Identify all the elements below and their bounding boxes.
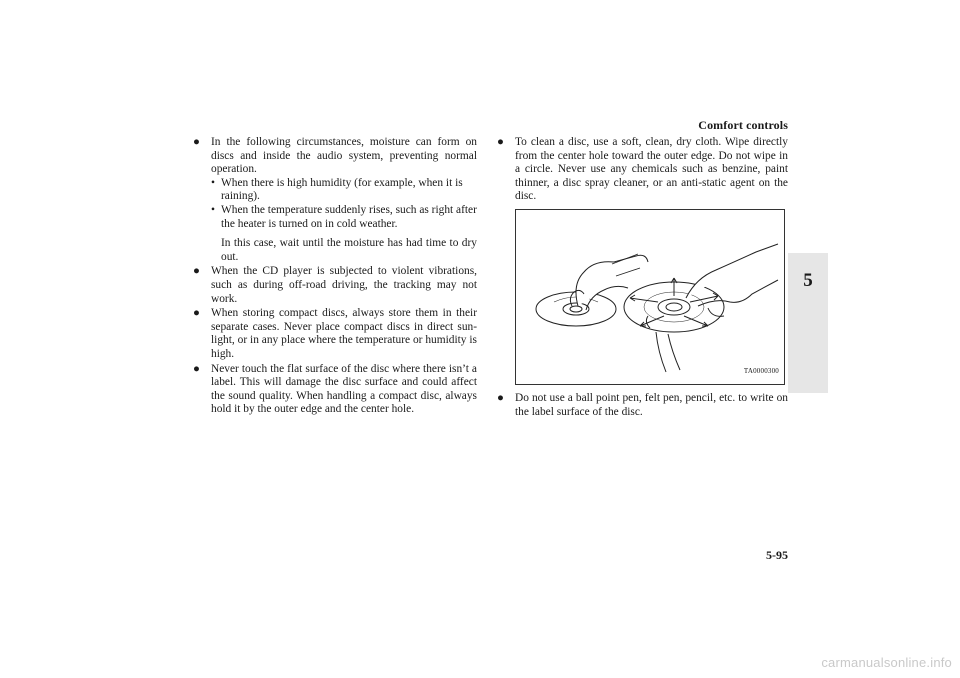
bullet-item-storage (193, 307, 477, 361)
bullet-icon: ● (193, 362, 200, 375)
bullet-text: In the following circumstances, moisture can form on discs and inside the audio system, preventing normal operation. (211, 136, 477, 176)
figure-code: TA0000300 (743, 367, 779, 376)
bullet-text: When storing compact discs, always store them in their separate cases. Never place compact discs in direct sun-light, or in any place where the temperature or humidity is high. (211, 307, 477, 360)
bullet-item-moisture (193, 136, 477, 264)
bullet-icon: ● (497, 391, 504, 404)
section-title: Comfort controls (698, 118, 788, 132)
watermark: carmanualsonline.info (821, 655, 952, 670)
small-bullet-icon: • (211, 203, 215, 216)
bullet-text: When the CD player is subjected to violent vibrations, such as during off-road driving, the tracking may not work. (211, 265, 477, 305)
bullet-icon: ● (497, 136, 504, 148)
sub-item-text: When the temperature suddenly rises, such as right after the heater is turned on in cold weather. (221, 203, 477, 230)
chapter-tab (788, 253, 828, 393)
bullet-text: Do not use a ball point pen, felt pen, pencil, etc. to write on the label surface of the disc. (515, 391, 788, 418)
moisture-note: In this case, wait until the moisture has had time to dry out. (221, 237, 477, 263)
bullet-text: Never touch the flat surface of the disc where there isn’t a label. This will damage the disc surface and could affect the sound quality. When handling a compact disc, always hold it by the outer edge and the center hole. (211, 362, 477, 416)
bullet-icon: ● (193, 307, 200, 320)
sub-item-text: When there is high humidity (for example, when it is raining). (221, 176, 463, 203)
disc-handling-illustration (515, 209, 785, 385)
bullet-item-vibration (193, 265, 477, 306)
chapter-number: 5 (803, 270, 813, 291)
bullet-item-writing (497, 392, 788, 419)
bullet-item-cleaning (497, 136, 788, 204)
sub-item-temperature (211, 204, 477, 231)
right-column (497, 136, 788, 420)
bullet-item-handling (193, 363, 477, 417)
disc-handling-drawing (516, 210, 784, 384)
page-number: 5-95 (766, 548, 788, 562)
bullet-icon: ● (193, 265, 200, 278)
left-column (193, 136, 477, 418)
small-bullet-icon: • (211, 176, 215, 189)
bullet-icon: ● (193, 136, 200, 148)
sub-item-humidity (211, 177, 477, 204)
bullet-text: To clean a disc, use a soft, clean, dry cloth. Wipe directly from the center hole toward the outer edge. Do not wipe in a circle. Never use any chemicals such as benzine, paint thinner, a disc spray cleaner, or an anti-static agent on the disc. (515, 136, 788, 203)
